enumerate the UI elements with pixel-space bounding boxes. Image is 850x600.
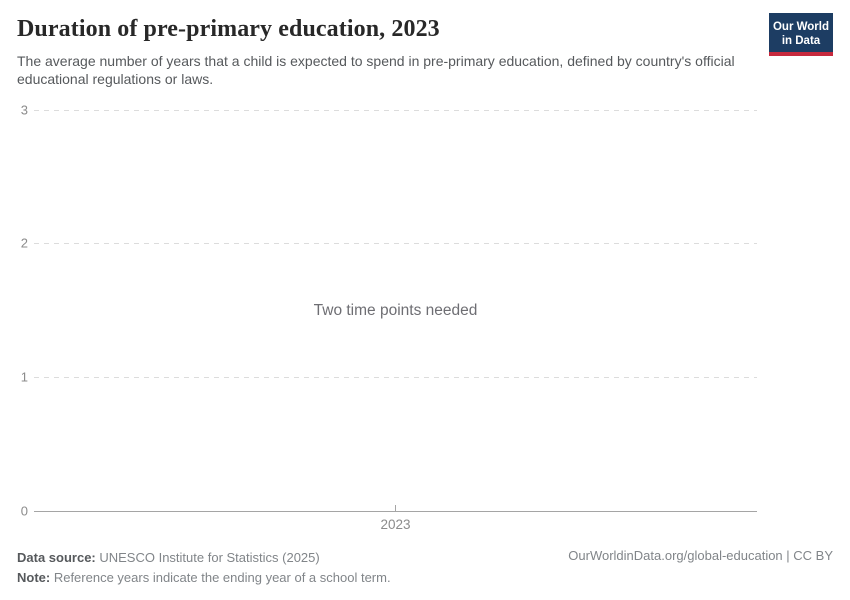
- gridline-2: [34, 243, 757, 244]
- y-axis-tick-3: 3: [20, 102, 28, 118]
- chart-subtitle: The average number of years that a child is expected to spend in pre-primary education, defined by country's official educational regulations or laws.: [17, 53, 735, 87]
- y-axis-tick-2: 2: [20, 235, 28, 251]
- y-axis-tick-0: 0: [20, 503, 28, 519]
- data-source-text: UNESCO Institute for Statistics (2025): [95, 550, 320, 565]
- owid-logo-line1: Our World: [772, 21, 829, 33]
- note-label: Note:: [17, 570, 51, 585]
- x-axis-tick-label: 2023: [380, 517, 411, 532]
- empty-chart-message: Two time points needed: [313, 302, 478, 319]
- owid-logo-line2: in Data: [781, 35, 821, 47]
- x-axis-line: [34, 511, 757, 512]
- note-text: Reference years indicate the ending year of a school term.: [50, 570, 391, 585]
- gridline-1: [34, 377, 757, 378]
- note-line: [17, 568, 391, 588]
- gridline-3: [34, 110, 757, 111]
- footer-metadata: [17, 548, 391, 588]
- chart-title: Duration of pre-primary education, 2023: [17, 16, 440, 42]
- y-axis-tick-1: 1: [20, 369, 28, 385]
- data-source-label: Data source:: [17, 550, 96, 565]
- x-axis-tick-mark: [395, 505, 396, 511]
- owid-url-license-link[interactable]: OurWorldinData.org/global-education | CC BY: [568, 548, 833, 563]
- data-source-line: [17, 548, 391, 568]
